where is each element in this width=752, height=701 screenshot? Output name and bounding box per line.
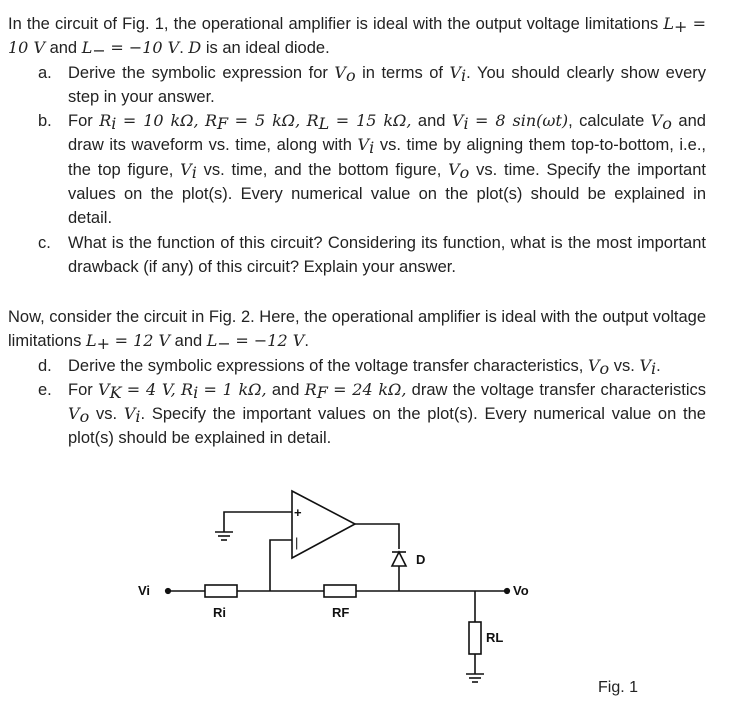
vi-terminal [166, 589, 171, 594]
rf-label: RF [332, 605, 350, 620]
opamp-symbol [292, 491, 355, 558]
figure-caption: Fig. 1 [598, 679, 639, 696]
rl-label: RL [486, 630, 504, 645]
ri-label: Ri [213, 605, 226, 620]
noninv-input-wire [224, 512, 292, 532]
question-d: d. Derive the symbolic expressions of the voltage transfer characteristics, $V_o$ vs. $V_i$. [38, 355, 661, 378]
diode-icon [392, 552, 406, 566]
opamp-minus-sign: | [295, 535, 299, 550]
resistor-ri [205, 585, 237, 597]
diode-label: D [416, 552, 426, 567]
question-c: c. What is the function of this circuit? Considering its function, what is the most important drawback (if any) of this circuit? Explain your answer. [38, 233, 706, 276]
part1-intro: In the circuit of Fig. 1, the operational amplifier is ideal with the output voltage limitations $L_+ = 10$ V and $L_- = -10$ V. D is an ideal diode. [8, 14, 706, 61]
part2-intro: Now, consider the circuit in Fig. 2. Here, the operational amplifier is ideal with the output voltage limitations $L_+ = 12$ V and $L_- = -12$ V. [8, 308, 706, 354]
resistor-rl [469, 622, 481, 654]
vo-terminal [505, 589, 510, 594]
question-a: a. Derive the symbolic expression for $V_o$ in terms of $V_i$. You should clearly show every step in your answer. [38, 62, 707, 106]
opamp-plus-sign: + [294, 505, 302, 520]
question-e: e. For $V_K = 4$ V, $R_i = 1$ kΩ, and $R_F = 24$ kΩ, draw the voltage transfer characteristics $V_o$ vs. $V_i$. Specify the important values on the plot(s). Every numerical value on the plot(s) should be explained in detail. [38, 379, 706, 448]
resistor-rf [324, 585, 356, 597]
ground-icon [215, 532, 233, 540]
question-b: b. For $R_i = 10$ kΩ, $R_F = 5$ kΩ, $R_L = 15$ kΩ, and $V_i = 8$ sin(ωt), calculate $V_o$ and draw its waveform vs. time, along with $V_i$ vs. time by aligning them top-to-bottom, i.e., the top figure, $V_i$ vs. time, and the bottom figure, $V_o$ vs. time. Specify the important values on the plot(s). Every numerical value on the plot(s) should be explained in detail. [38, 111, 706, 228]
inv-input-wire [270, 540, 292, 591]
vo-label: Vo [513, 583, 529, 598]
ground-icon [466, 674, 484, 682]
opamp-output-wire [355, 524, 399, 549]
vi-label: Vi [138, 583, 151, 598]
